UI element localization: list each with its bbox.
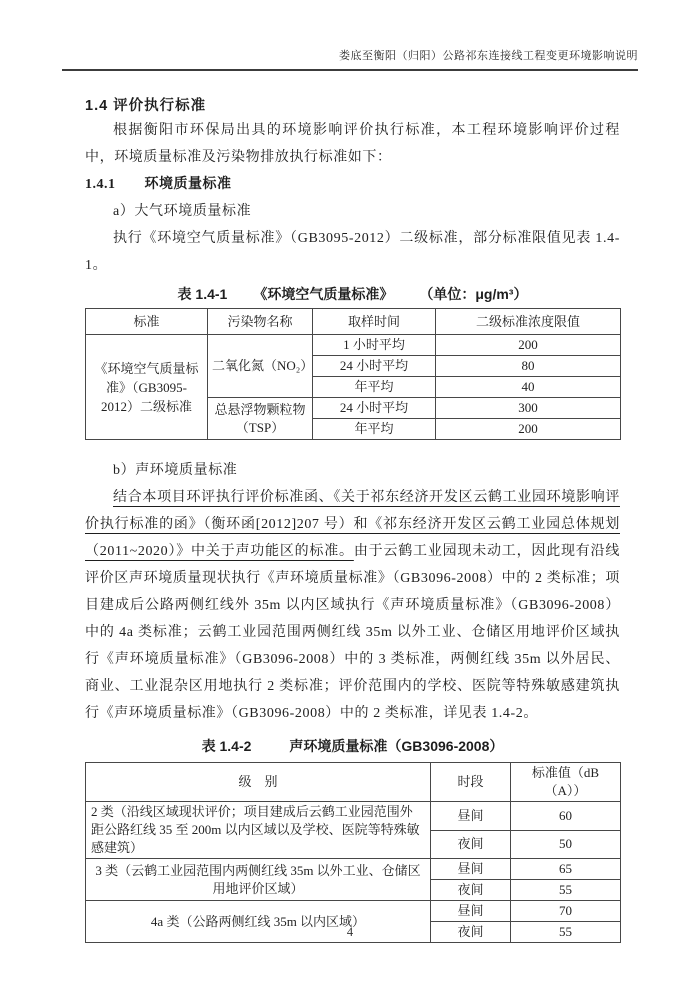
period-cell: 昼间 — [431, 859, 511, 880]
table1-caption-number: 表 1.4-1 — [177, 286, 228, 302]
noise-class2-cell: 2 类（沿线区域现状评价；项目建成后云鹤工业园范围外距公路红线 35 至 200m 以内区域以及学校、医院等特殊敏感建筑） — [86, 802, 431, 859]
sampling-time-cell: 年平均 — [313, 377, 436, 398]
column-header-pollutant: 污染物名称 — [208, 309, 313, 335]
sampling-time-cell: 24 小时平均 — [313, 398, 436, 419]
item-a-heading: a）大气环境质量标准 — [113, 204, 252, 219]
standard-label-cell: 《环境空气质量标准》（GB3095-2012）二级标准 — [86, 335, 208, 440]
header-title: 娄底至衡阳（归阳）公路祁东连接线工程变更环境影响说明 — [339, 50, 638, 62]
pollutant-tsp-cell: 总悬浮物颗粒物（TSP） — [208, 398, 313, 440]
value-cell: 60 — [511, 802, 621, 831]
table-row — [86, 335, 621, 356]
value-cell: 70 — [511, 901, 621, 922]
period-cell: 夜间 — [431, 922, 511, 943]
period-cell: 夜间 — [431, 880, 511, 901]
pollutant-no2-cell: 二氧化氮（NO₂） — [208, 335, 313, 398]
air-quality-table — [85, 308, 621, 440]
main-content — [85, 96, 620, 943]
value-cell: 65 — [511, 859, 621, 880]
underlined-citation: 结合本项目环评执行评价标准函、《关于祁东经济开发区云鹤工业园环境影响评价执行标准的函》（衡环函[2012]207 号）和《祁东经济开发区云鹤工业园总体规划（2011~2020）》中关于声功能区的标准。 — [85, 490, 620, 559]
sampling-time-cell: 1 小时平均 — [313, 335, 436, 356]
limit-value-cell: 80 — [436, 356, 621, 377]
value-cell: 55 — [511, 922, 621, 943]
table1-caption-title: 《环境空气质量标准》 — [253, 286, 394, 302]
table-header-row — [86, 763, 621, 802]
column-header-limit: 二级标准浓度限值 — [436, 309, 621, 335]
limit-value-cell: 40 — [436, 377, 621, 398]
table2-caption-number: 表 1.4-2 — [201, 738, 252, 754]
noise-class3-cell: 3 类（云鹤工业园范围内两侧红线 35m 以外工业、仓储区用地评价区域） — [86, 859, 431, 901]
period-cell: 昼间 — [431, 901, 511, 922]
period-cell: 夜间 — [431, 830, 511, 859]
column-header-standard: 标准 — [86, 309, 208, 335]
document-header — [62, 46, 638, 71]
column-header-standard-value: 标准值（dB（A）） — [511, 763, 621, 802]
table-row — [86, 859, 621, 880]
column-header-class: 级 别 — [86, 763, 431, 802]
limit-value-cell: 200 — [436, 419, 621, 440]
table1-caption — [85, 282, 620, 306]
item-b-heading: b）声环境质量标准 — [113, 463, 238, 478]
column-header-period: 时段 — [431, 763, 511, 802]
column-header-sampling-time: 取样时间 — [313, 309, 436, 335]
noise-paragraph-rest: 由于云鹤工业园现未动工，因此现有沿线评价区声环境质量现状执行《声环境质量标准》（GB3096-2008）中的 2 类标准；项目建成后公路两侧红线外 35m 以内区域执行《声环境质量标准》（GB3096-2008）中的 4a 类标准；云鹤工业园范围两侧红线 35m 以外工业、仓储区用地评价区域执行《声环境质量标准》（GB3096-2008）中的 3 类标准，两侧红线 35m 以外居民、商业、工业混杂区用地执行 2 类标准；评价范围内的学校、医院等特殊敏感建筑执行《声环境质量标准》（GB3096-2008）中的 2 类标准，详见表 1.4-2。 — [85, 544, 620, 721]
intro-paragraph: 根据衡阳市环保局出具的环境影响评价执行标准，本工程环境影响评价过程中，环境质量标准及污染物排放执行标准如下： — [85, 123, 620, 165]
table2-caption — [85, 734, 620, 758]
table-row — [86, 802, 621, 831]
noise-standard-table — [85, 762, 621, 943]
table1-caption-unit: （单位：μg/m³） — [419, 286, 528, 302]
table2-caption-title: 声环境质量标准（GB3096-2008） — [289, 738, 504, 754]
noise-class4a-cell: 4a 类（公路两侧红线 35m 以内区域） — [86, 901, 431, 943]
value-cell: 55 — [511, 880, 621, 901]
subsection-heading: 1.4.1 环境质量标准 — [85, 177, 232, 192]
limit-value-cell: 200 — [436, 335, 621, 356]
sampling-time-cell: 24 小时平均 — [313, 356, 436, 377]
period-cell: 昼间 — [431, 802, 511, 831]
page-number: 4 — [346, 925, 354, 939]
noise-standard-paragraph — [85, 484, 620, 727]
air-standard-paragraph: 执行《环境空气质量标准》（GB3095-2012）二级标准，部分标准限值见表 1.4-1。 — [85, 231, 620, 273]
table-row — [86, 901, 621, 922]
value-cell: 50 — [511, 830, 621, 859]
sampling-time-cell: 年平均 — [313, 419, 436, 440]
limit-value-cell: 300 — [436, 398, 621, 419]
section-heading: 1.4 评价执行标准 — [85, 98, 207, 114]
table-header-row — [86, 309, 621, 335]
